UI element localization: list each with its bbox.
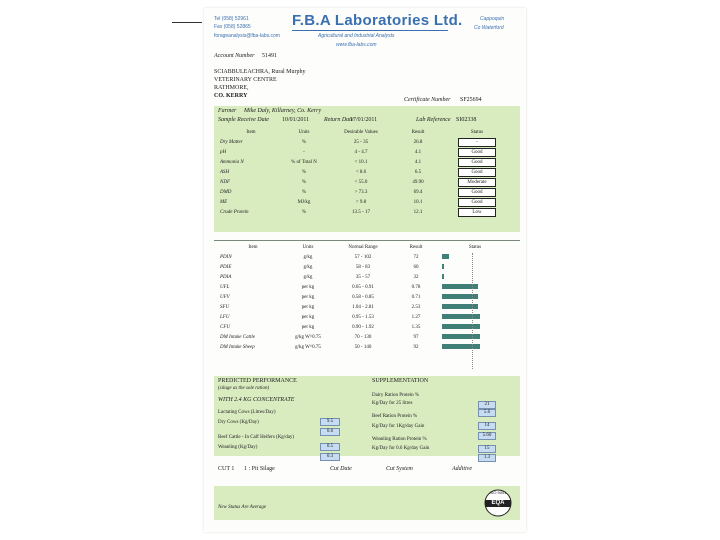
analysis-status-cell: [438, 208, 516, 218]
analysis-result: 4.1: [414, 150, 422, 155]
cut-system-label: Cut System: [386, 466, 413, 472]
address-line-2: VETERINARY CENTRE: [214, 77, 277, 83]
nutrition-status-cell: [434, 283, 516, 293]
supp-dairy-kg-label: Kg/Day for 25 litres: [372, 401, 413, 406]
status-bar: [442, 314, 480, 319]
analysis-item: pH: [220, 150, 227, 155]
perf-lactating-label: Lactating Cows (Litres/Day): [218, 410, 276, 415]
nutrition-units: g/kg: [303, 275, 313, 280]
perf-lactating-value: 9.5: [320, 418, 340, 426]
analysis-desirable: 25 - 35: [353, 140, 369, 145]
nutrition-item: PDIE: [220, 265, 232, 270]
perf-drycows-label: Dry Cows (Kg/Day): [218, 420, 259, 425]
badge-mark-text: EQA: [491, 500, 505, 506]
nutrition-item: PDIA: [220, 275, 232, 280]
supp-beef-protein-label: Beef Ration Protein %: [372, 414, 418, 419]
analysis-row: [218, 208, 516, 218]
additive-label: Additive: [452, 466, 472, 472]
farmer-label: Farmer: [218, 108, 237, 114]
supp-dairy-protein-value: 21: [478, 401, 496, 409]
perf-weanling-value-box: [320, 444, 340, 462]
nutrition-item: UFL: [220, 285, 230, 290]
analysis-desirable: > 9.8: [355, 200, 367, 205]
section-divider: [214, 240, 520, 241]
perf-beef-value: 0.5: [320, 443, 340, 451]
status-bar: [442, 274, 444, 279]
lab-email: forageanalysis@fba-labs.com: [214, 33, 280, 39]
supp-weanling-kg-box: [478, 445, 496, 463]
analysis-desirable: < 10.1: [354, 160, 368, 165]
supp-dairy-protein-label: Dairy Ration Protein %: [372, 393, 420, 398]
cut-label: CUT 1: [218, 466, 235, 472]
badge-iso-text: ISO 9001: [489, 490, 507, 495]
nutrition-result: 97: [413, 335, 419, 340]
nutrition-range: 70 - 130: [354, 335, 372, 340]
supp-beef-kg-label: Kg/Day for 1Kg/day Gain: [372, 424, 425, 429]
analysis-status-cell: [438, 188, 516, 198]
performance-title: PREDICTED PERFORMANCE: [218, 378, 297, 384]
perf-beef-label: Beef Cattle - In Calf Heifers (Kg/day): [218, 435, 295, 440]
status-badge: Good: [458, 148, 496, 157]
col-status: Status: [470, 130, 484, 135]
analysis-status-cell: [438, 148, 516, 158]
lab-fax: Fax (058) 52865: [214, 24, 251, 30]
nutrition-status-cell: [434, 263, 516, 273]
analysis-status-cell: [438, 198, 516, 208]
analysis-row: [218, 178, 516, 188]
analysis-desirable: > 73.3: [354, 190, 368, 195]
nutrition-status-cell: [434, 333, 516, 343]
nutrition-status-cell: [434, 273, 516, 283]
analysis-item: Crude Protein: [220, 210, 249, 215]
col2-result: Result: [409, 245, 423, 250]
performance-subtitle: (silage as the sole ration): [218, 386, 270, 391]
analysis-units: %: [301, 140, 307, 145]
nutrition-item: SFU: [220, 305, 230, 310]
lab-tel: Tel (058) 52961: [214, 16, 249, 22]
status-badge: Good: [458, 198, 496, 207]
nutrition-item: LFU: [220, 315, 230, 320]
analysis-result: 6.5: [414, 170, 422, 175]
address-line-4: CO. KERRY: [214, 93, 248, 99]
status-bar: [442, 264, 444, 269]
status-badge: -: [458, 138, 496, 147]
analysis-result: 26.8: [413, 140, 423, 145]
status-bar: [442, 324, 480, 329]
supp-beef-protein-value: 14: [478, 422, 496, 430]
address-line-1: SCIABBULEACHRA, Rural Murphy: [214, 69, 306, 75]
account-label: Account Number: [214, 53, 255, 59]
lab-logo-name: F.B.A Laboratories Ltd.: [292, 12, 463, 29]
supplementation-title: SUPPLEMENTATION: [372, 378, 429, 384]
analysis-row: [218, 158, 516, 168]
nutrition-result: 72: [413, 255, 419, 260]
supp-weanling-kg-label: Kg/Day for 0.6 Kg/day Gain: [372, 446, 430, 451]
farmer-value: Mike Daly, Killarney, Co. Kerry: [244, 108, 322, 114]
nutrition-result: 1.35: [411, 325, 421, 330]
nutrition-units: per kg: [301, 305, 315, 310]
nutrition-units: per kg: [301, 315, 315, 320]
nutrition-item: DM Intake Sheep: [220, 345, 255, 350]
supp-weanling-kg-value: 1.3: [478, 454, 496, 462]
analysis-status-cell: [438, 158, 516, 168]
nutrition-range: 1.04 - 2.81: [352, 305, 374, 310]
analysis-item: ASH: [220, 170, 230, 175]
nutrition-item: PDIN: [220, 255, 232, 260]
sample-date-label: Sample Receive Date: [218, 117, 269, 123]
nutrition-status-cell: [434, 343, 516, 353]
sample-date-value: 10/01/2011: [282, 117, 310, 123]
analysis-row: [218, 138, 516, 148]
status-bar: [442, 334, 480, 339]
analysis-units: % of Total N: [291, 160, 317, 165]
status-badge: Good: [458, 158, 496, 167]
eqa-certification-badge: [478, 488, 518, 518]
analysis-row: [218, 188, 516, 198]
nutrition-range: 0.58 - 0.85: [352, 295, 374, 300]
analysis-item: NDF: [220, 180, 230, 185]
cut-date-label: Cut Date: [330, 466, 352, 472]
nutrition-range: 0.65 - 0.91: [352, 285, 374, 290]
nutrition-range: 35 - 57: [355, 275, 371, 280]
nutrition-units: g/kg: [303, 255, 313, 260]
nutrition-item: DM Intake Cattle: [220, 335, 255, 340]
status-badge: Moderate: [458, 178, 496, 187]
nutrition-status-cell: [434, 293, 516, 303]
lab-ref-label: Lab Reference: [416, 117, 451, 123]
status-axis-line: [472, 253, 474, 369]
nutrition-range: 0.95 - 1.53: [352, 315, 374, 320]
nutrition-units: g/kg W^0.75: [295, 345, 321, 350]
analysis-result: 4.1: [414, 160, 422, 165]
nutrition-range: 50 - 140: [354, 345, 372, 350]
nutrition-units: g/kg W^0.75: [295, 335, 321, 340]
col2-range: Normal Range: [348, 245, 378, 250]
analysis-desirable: < 55.0: [354, 180, 368, 185]
nutrition-result: 2.53: [411, 305, 421, 310]
col2-status: Status: [468, 245, 482, 250]
nutrition-item: UFV: [220, 295, 230, 300]
col-result: Result: [411, 130, 425, 135]
account-value: 51491: [262, 53, 277, 59]
nutrition-result: 0.71: [411, 295, 421, 300]
certificate-label: Certificate Number: [404, 97, 451, 103]
analysis-table: [218, 128, 516, 218]
perf-drycows-value: 0.6: [320, 428, 340, 436]
return-date-label: Return Date: [324, 117, 354, 123]
supp-weanling-protein-value: 15: [478, 445, 496, 453]
analysis-units: %: [301, 170, 307, 175]
nutrition-range: 0.90 - 1.92: [352, 325, 374, 330]
analysis-row: [218, 148, 516, 158]
analysis-row: [218, 198, 516, 208]
nutrition-units: per kg: [301, 285, 315, 290]
lab-tagline: Agricultural and Industrial Analysts: [318, 33, 395, 39]
stray-dash-mark: [172, 22, 202, 23]
perf-weanling-value: 0.3: [320, 453, 340, 461]
nutrition-result: 0.78: [411, 285, 421, 290]
status-bar: [442, 254, 449, 259]
footer-note: New Status Are Average: [218, 505, 267, 510]
nutrition-result: 92: [413, 345, 419, 350]
supp-weanling-protein-label: Weanling Ration Protein %: [372, 437, 427, 442]
col-units: Units: [298, 130, 310, 135]
col2-item: Item: [248, 245, 258, 250]
analysis-units: -: [303, 150, 305, 155]
analysis-status-cell: [438, 138, 516, 148]
lab-website: www.fba-labs.com: [336, 42, 377, 48]
logo-underline: [292, 30, 448, 31]
nutrition-result: 60: [413, 265, 419, 270]
analysis-desirable: 4 - 4.7: [354, 150, 368, 155]
return-date-value: 17/01/2011: [350, 117, 378, 123]
nutrition-result: 32: [413, 275, 419, 280]
certificate-value: SF25694: [460, 97, 482, 103]
analysis-desirable: 13.5 - 17: [352, 210, 370, 215]
address-line-3: RATHMORE,: [214, 85, 249, 91]
nutrition-units: per kg: [301, 325, 315, 330]
nutrition-range: 58 - 83: [355, 265, 371, 270]
status-badge: Low: [458, 208, 496, 217]
analysis-units: %: [301, 180, 307, 185]
nutrition-units: g/kg: [303, 265, 313, 270]
analysis-row: [218, 168, 516, 178]
footer-panel: [214, 486, 520, 520]
lab-town: Cappoquin: [480, 16, 505, 22]
analysis-item: Ammonia N: [220, 160, 244, 165]
supp-beef-kg-value: 5.60: [478, 432, 496, 440]
analysis-units: %: [301, 190, 307, 195]
analysis-table-header: [218, 128, 516, 138]
performance-with-label: WITH 2.4 KG CONCENTRATE: [218, 397, 295, 403]
status-badge: Good: [458, 168, 496, 177]
col-item: Item: [246, 130, 256, 135]
nutrition-status-cell: [434, 323, 516, 333]
analysis-desirable: < 8.6: [355, 170, 367, 175]
analysis-result: 49.90: [412, 180, 424, 185]
analysis-item: Dry Matter: [220, 140, 243, 145]
col2-units: Units: [302, 245, 314, 250]
analysis-item: DMD: [220, 190, 232, 195]
analysis-item: ME: [220, 200, 228, 205]
status-bar: [442, 344, 480, 349]
analysis-result: 10.1: [413, 200, 423, 205]
col-desirable: Desirable Values: [344, 130, 378, 135]
nutrition-range: 57 - 102: [354, 255, 372, 260]
perf-weanling-label: Weanling (Kg/Day): [218, 445, 258, 450]
cut-value: 1 : Pit Silage: [244, 466, 275, 472]
nutrition-status-cell: [434, 303, 516, 313]
analysis-units: %: [301, 210, 307, 215]
nutrition-item: CFU: [220, 325, 230, 330]
nutrition-status-cell: [434, 253, 516, 263]
analysis-units: MJ/kg: [297, 200, 311, 205]
supp-dairy-kg-value: 5.6: [478, 409, 496, 417]
lab-ref-value: SI02338: [456, 117, 477, 123]
nutrition-result: 1.27: [411, 315, 421, 320]
analysis-result: 69.4: [413, 190, 423, 195]
nutrition-table-header: [218, 243, 516, 253]
analysis-result: 12.1: [413, 210, 423, 215]
analysis-status-cell: [438, 178, 516, 188]
nutrition-units: per kg: [301, 295, 315, 300]
nutrition-status-cell: [434, 313, 516, 323]
lab-county: Co Waterford: [474, 25, 504, 31]
analysis-status-cell: [438, 168, 516, 178]
status-badge: Good: [458, 188, 496, 197]
